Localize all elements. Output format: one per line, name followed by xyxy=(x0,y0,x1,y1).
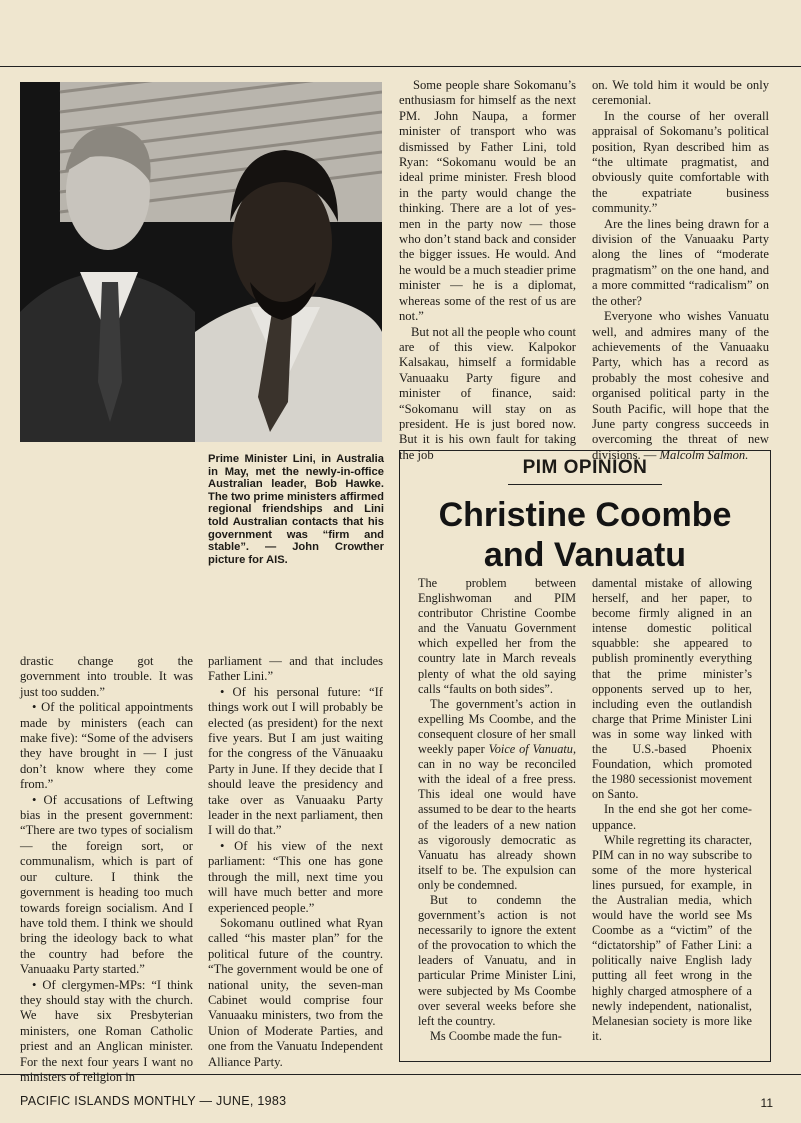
paragraph: on. We told him it would be only ceremonial. xyxy=(592,78,769,108)
paragraph-text: The government’s action in expelling Ms Coombe, and the consequent closure of her small weekly paper xyxy=(418,696,576,757)
paragraph: Sokomanu outlined what Ryan called “his master plan” for the political future of the country. “The government would be one of national unity, the seven-man Cabinet would comprise four Vanuaaku ministers, two from the Union of Moderate Parties, and one from the Vanuatu Independent Alliance Party. xyxy=(208,915,383,1069)
paragraph: The problem between Englishwoman and PIM contributor Christine Coombe and the Vanuatu Government which expelled her from the country late in March reveals plenty of what the old saying calls “faults on both sides”. xyxy=(418,576,576,696)
bullet-paragraph: • Of clergymen-MPs: “I think they should stay with the church. We have six Presbyterian ministers, one Roman Catholic priest and an Anglican minister. For the next four years I want no ministers of religion in xyxy=(20,977,193,1084)
headline-line-1: Christine Coombe xyxy=(438,496,732,534)
paragraph-text: , can in no way be reconciled with the ideal of a free press. This ideal one would have assumed to be dear to the hearts of the leaders of a new nation as vigorously democratic as Vanuatu has already shown itself to be. The expulsion can only be condemned. xyxy=(418,742,577,892)
paragraph xyxy=(592,309,769,463)
headline-line-2: and Vanuatu xyxy=(483,536,687,574)
paragraph: Some people share Sokomanu’s enthusiasm for himself as the next PM. John Naupa, a former minister of transport who was dismissed by Father Lini, told Ryan: “Sokomanu would be an ideal prime minister. Fresh blood in the party would change the thinking. There are a lot of yes-men in the party now — those who don’t stand back and consider the bigger issues. He would. And he would be a much steadier prime minister — he is a diplomat, whereas some of the rest of us are not.” xyxy=(399,78,576,324)
paragraph: Are the lines being drawn for a division of the Vanuaaku Party along the lines of “moderate pragmatism” on the one hand, and a more committed “radicalism” on the other? xyxy=(592,216,769,308)
paper-title: Voice of Vanuatu xyxy=(488,742,573,757)
bullet-paragraph: • Of accusations of Leftwing bias in the present government: “There are two types of socialism — the foreign sort, or communalism, which is part of our culture. I think the government is heading too much towards foreign socialism. And I have told them. I think we should bring the ideology back to what the country had before the Vanuaaku Party started.” xyxy=(20,792,193,977)
bullet-paragraph: • Of his view of the next parliament: “This one has gone through the mill, next time you will have much better and more experienced people.” xyxy=(208,838,383,915)
paragraph xyxy=(418,697,576,893)
top-rule xyxy=(0,66,801,67)
paragraph: In the course of her overall appraisal of Sokomanu’s political position, Ryan described him as “the ultimate pragmatist, and obviously quite comfortable with the expatriate business community.” xyxy=(592,108,769,216)
article-top-column-1 xyxy=(399,78,576,463)
opinion-headline xyxy=(400,495,770,575)
news-photo xyxy=(20,82,382,442)
paragraph: While regretting its character, PIM can in no way subscribe to some of the more hysterical lines pursued, for example, in the Australian media, which would have the world see Ms Coombe as a “victim” of the “dictatorship” of Father Lini: a politically naive English lady putting all feet wrong in the highly charged atmosphere of a newly independent, nationalist, Melanesian society is more like it. xyxy=(592,832,752,1043)
page-number: 11 xyxy=(760,1096,773,1110)
article-bottom-column-1 xyxy=(20,654,193,1085)
byline: Malcolm Salmon. xyxy=(659,447,749,462)
article-bottom-column-2 xyxy=(208,654,383,1070)
paragraph: damental mistake of allowing herself, and her paper, to become firmly aligned in an intense domestic political squabble: she appeared to publish prominently everything that the prime minister’s opponents served up to her, including even the outlandish charge that Prime Minister Lini was in some way linked with the U.S.-based Phoenix Foundation, which promoted the 1980 secessionist movement on Santo. xyxy=(592,576,752,802)
photo-illustration xyxy=(20,82,382,442)
photo-caption: Prime Minister Lini, in Australia in May, met the newly-in-office Australian leader, Bob Hawke. The two prime ministers affirmed regional friendships and Lini told Australian contacts that his government was “firm and stable”. — John Crowther picture for AIS. xyxy=(208,453,384,566)
bullet-paragraph: • Of his personal future: “If things work out I will probably be elected (as president) for the next five years. But I am just waiting for the congress of the Vānuaaku Party in June. If they decide that I should leave the presidency and take over as Vanuaaku Party leader in the next parliament, then I will do that.” xyxy=(208,684,383,838)
paragraph: parliament — and that includes Father Lini.” xyxy=(208,654,383,684)
section-label: PIM OPINION xyxy=(522,457,648,478)
paragraph-text: Everyone who wishes Vanuatu well, and admires many of the achievements of the Vanuaaku Party, which has a record as probably the most cohesive and organised political party in the South Pacific, will hope that the June party congress succeeds in overcoming the threat of new divisions. — xyxy=(592,309,769,462)
opinion-column-1 xyxy=(418,576,576,1044)
footer-rule xyxy=(0,1074,801,1075)
article-top-column-2 xyxy=(592,78,769,463)
paragraph: Ms Coombe made the fun- xyxy=(430,1028,562,1043)
section-label-underline xyxy=(508,484,662,485)
footer-publication: PACIFIC ISLANDS MONTHLY — JUNE, 1983 xyxy=(20,1094,287,1108)
opinion-column-2 xyxy=(592,576,752,1044)
paragraph: drastic change got the government into trouble. It was just too sudden.” xyxy=(20,654,193,699)
paragraph: In the end she got her come-uppance. xyxy=(592,802,752,832)
bullet-paragraph: • Of the political appointments made by ministers (each can make five): “Some of the advisers they have brought in — I just don’t know where they come from.” xyxy=(20,700,193,792)
paragraph: But not all the people who count are of this view. Kalpokor Kalsakau, himself a formidable Vanuaaku Party figure and minister of finance, said: “Sokomanu will stay on as president. He is just bored now. But it is his own fault for taking the job xyxy=(399,324,576,462)
paragraph: But to condemn the government’s action is not necessarily to ignore the extent of the provocation to which the leaders of Vanuatu, and in particular Prime Minister Lini, were subjected by Ms Coombe over several weeks before she left the country. xyxy=(418,892,576,1028)
